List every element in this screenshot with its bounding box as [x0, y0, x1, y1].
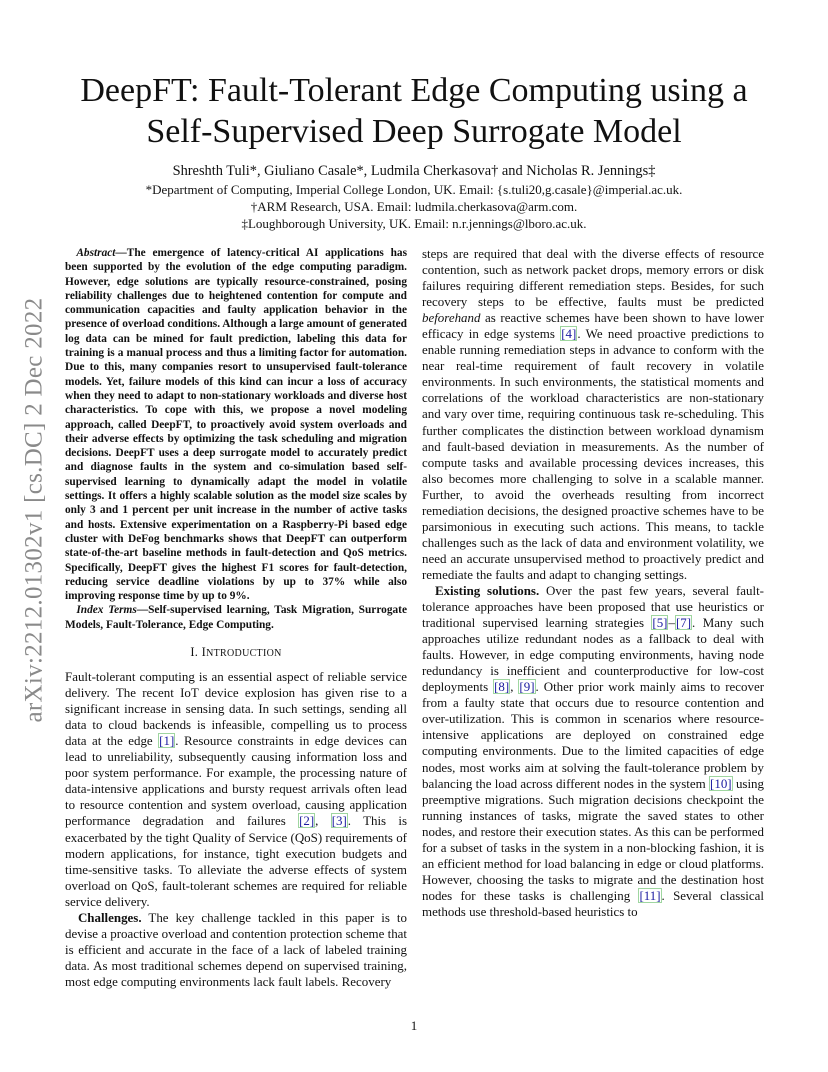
intro-paragraph-challenges	[65, 910, 407, 990]
left-column	[65, 246, 407, 990]
text-run: The key challenge tackled in this paper is to devise a proactive overload and contention protection scheme that is efficient and accurate in the face of a lack of labeled training data. As most traditional schemes depend on supervised training, most edge computing environments lack fault labels. Recovery	[65, 909, 407, 989]
abstract	[65, 246, 407, 603]
text-run: Fault-tolerant computing is an essential aspect of reliable service delivery. The recent IoT device explosion has given rise to a significant increase in sensing data. In such settings, sending all data to cloud backends is infeasible, compelling us to process data at the edge	[65, 669, 407, 749]
text-run: . Several classical methods use threshold-based heuristics to	[422, 887, 764, 919]
affiliation-arm: †ARM Research, USA. Email: ludmila.cherkasova@arm.com.	[250, 199, 578, 214]
text-run: Over the past few years, several fault-tolerance approaches have been proposed that use heuristics or traditional supervised learning strategies	[422, 582, 764, 631]
section-heading-introduction	[65, 644, 407, 662]
text-run: as reactive schemes have been shown to have lower efficacy in edge systems	[422, 310, 764, 342]
paper-title: DeepFT: Fault-Tolerant Edge Computing using a Self-Supervised Deep Surrogate Model	[80, 72, 748, 150]
section-number: I.	[190, 645, 199, 660]
citation-link[interactable]: [4]	[561, 326, 577, 342]
citation-link[interactable]: [5]	[652, 615, 668, 631]
intro-paragraph-1	[65, 669, 407, 910]
abstract-label: Abstract	[76, 247, 116, 259]
right-column	[422, 246, 764, 920]
affiliation-loughborough: ‡Loughborough University, UK. Email: n.r.jennings@lboro.ac.uk.	[241, 216, 587, 231]
index-terms	[65, 603, 407, 632]
citation-link[interactable]: [11]	[639, 887, 661, 903]
text-run: ,	[510, 679, 519, 695]
text-run: . Resource constraints in edge devices can lead to unreliability, subsequently causing information loss and poor system performance. For example, the processing nature of data-intensive applications and bursty request arrivals often lead to resource contention and system overload, causing application performance degradation and failures	[65, 733, 407, 829]
text-run: using preemptive migrations. Such migration decisions checkpoint the running instances of tasks, migrate the saved states to other nodes, and restore their execution states. As this can be performed for a subset of tasks in the system in a non-blocking fashion, it is an efficient method for load balancing in edge or cloud platforms. However, choosing the tasks to migrate and the destination host nodes for these tasks is challenging	[422, 775, 765, 903]
arxiv-identifier-text: arXiv:2212.01302v1 [cs.DC] 2 Dec 2022	[20, 297, 48, 723]
citation-link[interactable]: [2]	[299, 813, 315, 829]
paragraph-lead: Existing solutions.	[434, 582, 540, 598]
text-run: . Other prior work mainly aims to recover from a faulty state that occurs due to resource contention and over-utilization. This is common in scenarios where resource-intensive applications are deployed on constrained edge computing environments. Due to the limited capacities of edge nodes, most works aim at solving the fault-tolerance problem by balancing the load across different nodes in the system	[422, 679, 765, 791]
text-run: ,	[315, 813, 331, 829]
section-title-initial: I	[201, 645, 207, 660]
citation-link[interactable]: [9]	[519, 679, 535, 695]
author-list: Shreshth Tuli*, Giuliano Casale*, Ludmila Cherkasova† and Nicholas R. Jennings‡	[172, 163, 656, 179]
citation-link[interactable]: [7]	[675, 615, 692, 631]
page-number: 1	[410, 1018, 418, 1033]
citation-link[interactable]: [3]	[331, 813, 347, 829]
abstract-text: —The emergence of latency-critical AI applications has been supported by the evolution of the edge computing paradigm. However, edge solutions are typically resource-constrained, posing reliability challenges due to heightened contention for compute and communication capacities and faulty application behavior in the presence of overload conditions. Although a large amount of generated log data can be mined for fault prediction, labeling this data for training is a manual process and thus a limiting factor for automation. Due to this, many companies resort to unsupervised fault-tolerance models. Yet, failure models of this kind can incur a loss of accuracy when they need to adapt to non-stationary workloads and diverse host characteristics. To cope with this, we propose a novel modeling approach, called DeepFT, to proactively avoid system overloads and their adverse effects by optimizing the task scheduling and migration decisions. DeepFT uses a deep surrogate model to accurately predict and diagnose faults in the system and co-simulation based self-supervised learning to dynamically adapt the model in volatile settings. It offers a highly scalable solution as the model size scales by only 3 and 1 percent per unit increase in the number of active tasks and hosts. Extensive experimentation on a Raspberry-Pi based edge cluster with DeFog benchmarks shows that DeepFT can outperform state-of-the-art baseline methods in fault-detection and QoS metrics. Specifically, DeepFT gives the highest F1 scores for fault-detection, reducing service deadline violations by up to 37% while also improving response time by up to 9%.	[65, 247, 407, 603]
arxiv-identifier-stamp	[18, 290, 50, 730]
citation-link[interactable]: [8]	[494, 679, 510, 695]
section-title-rest: NTRODUCTION	[206, 648, 282, 660]
paragraph-lead: Challenges.	[77, 909, 142, 925]
citation-link[interactable]: [1]	[159, 733, 175, 749]
text-run: . We need proactive predictions to enable running remediation steps in advance to conform with the near real-time requirement of fault recovery in volatile environments. In such environments, the statistical moments and correlations of the workload characteristics are non-stationary and vary over time, requiring continuous task re-scheduling. This further complicates the distinction between workload dynamism and fault-based deviation in measurements. As the number of compute tasks and available processing devices increases, this also becomes more challenging to solve in a scalable manner. Further, to avoid the overheads resulting from incorrect remediation decisions, the designed proactive schemes have to be parsimonious in executing such actions. This means, to tackle challenges such as the lack of data and environment volatility, we need an accurate unsupervised method to proactively predict and remediate the faults and adapt to changing settings.	[422, 326, 764, 582]
text-run: –	[668, 615, 675, 631]
index-terms-text: —Self-supervised learning, Task Migration, Surrogate Models, Fault-Tolerance, Edge Computing.	[65, 604, 407, 631]
text-run: . This is exacerbated by the tight Quality of Service (QoS) requirements of modern applications, for instance, tight execution budgets and time-sensitive tasks. To alleviate the adverse effects of system overload on QoS, fault-tolerant schemes are required for reliable service delivery.	[65, 813, 408, 909]
citation-link[interactable]: [10]	[710, 775, 732, 791]
text-run: . Many such approaches utilize redundant nodes as a fallback to deal with faults. However, in edge computing environments, having node redundancy is inefficient and counterproductive for low-cost deployments	[422, 615, 764, 695]
intro-paragraph-existing-solutions	[422, 583, 764, 920]
affiliation-imperial: *Department of Computing, Imperial College London, UK. Email: {s.tuli20,g.casale}@imperial.ac.uk.	[145, 182, 683, 197]
index-terms-label: Index Terms	[76, 604, 137, 617]
text-run: steps are required that deal with the diverse effects of resource contention, such as network packet drops, memory errors or disk failures requiring different remediation steps. Besides, for such recovery steps to be effective, faults must be predicted	[422, 246, 764, 310]
intro-paragraph-challenges-continued	[422, 246, 764, 583]
emphasis: beforehand	[422, 310, 481, 326]
